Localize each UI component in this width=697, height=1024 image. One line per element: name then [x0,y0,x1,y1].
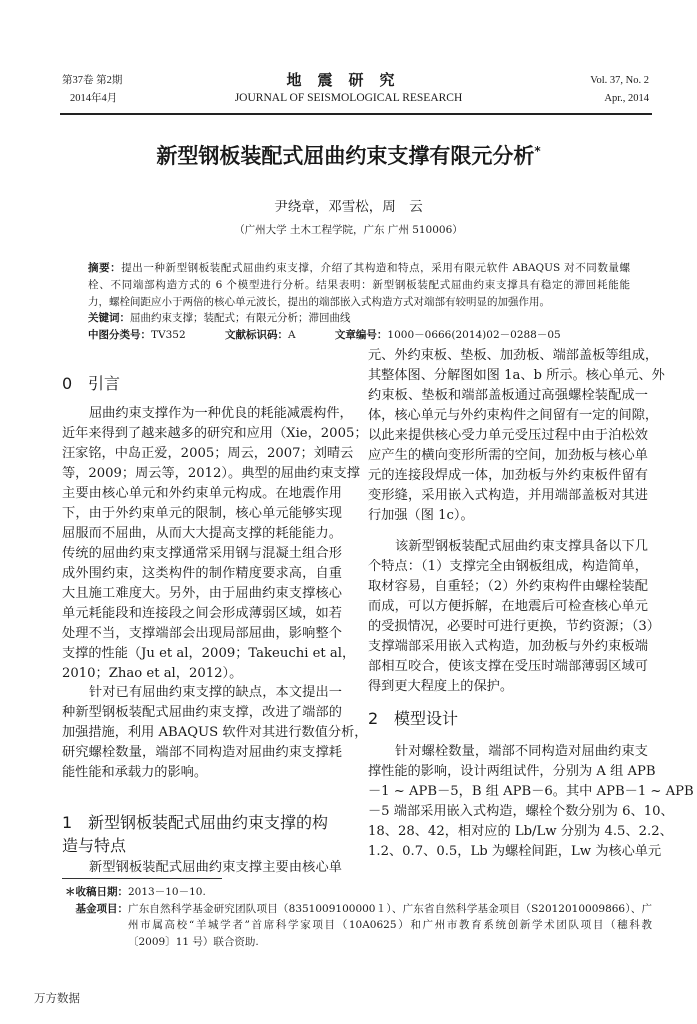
paragraph [62,683,368,783]
authors: 尹绕章，邓雪松，周 云 [274,199,423,215]
text-line: 个特点：（1）支撑完全由钢板组成，构造简单， [368,559,648,574]
paragraph [368,537,660,697]
text-line: 以此来提供核心受力单元受压过程中由于泊松效 [368,428,648,443]
text-line: 元、外约束板、垫板、加劲板、端部盖板等组成， [368,348,659,363]
section-title: 模型设计 [394,709,459,728]
text-line: 支撑端部采用嵌入式构造，加劲板与外约束板端 [368,639,648,654]
text-line: 针对螺栓数量，端部不同构造对屈曲约束支 [395,744,648,759]
article-no-label: 文章编号： [334,329,388,342]
received-date: 2013－10－10. [128,886,206,898]
paper-title [0,140,697,170]
text-line: 2010；Zhao et al，2012）。 [62,666,243,681]
text-line: 新型钢板装配式屈曲约束支撑主要由核心单 [89,860,342,875]
text-line: 体，核心单元与外约束构件之间留有一定的间隙， [368,408,659,423]
section-number: 1 [62,813,73,832]
text-line: 1.2、0.7、0.5，Lb 为螺栓间距，Lw 为核心单元 [368,844,662,859]
classification [88,327,630,344]
text-line: 行加强（图 1c）。 [368,508,474,523]
paragraph [62,404,368,684]
footnote [62,884,652,950]
fund-line: 〔2009〕11 号）联合资助. [128,935,259,948]
fund-line: 州市属高校“羊城学者”首席科学家项目（10A0625）和广州市教育系统创新学术团队项目（穗科教 [128,919,652,931]
doc-code-value: A [287,329,296,342]
text-line: 汪家铭，中岛正爱，2005；周云，2007；刘晴云 [62,446,354,461]
text-line: 的受损情况，必要时可进行更换，节约资源；（3） [368,619,660,634]
text-line: 针对已有屈曲约束支撑的缺点，本文提出一 [89,685,342,700]
text-line: 传统的屈曲约束支撑通常采用钢与混凝土组合形 [62,546,342,561]
title-text: 新型钢板装配式屈曲约束支撑有限元分析 [156,144,535,168]
keywords-label: 关键词： [88,312,130,325]
text-line: 下，由于外约束单元的限制，核心单元能够实现 [62,506,342,521]
text-line: 支撑的性能（Ju et al，2009；Takeuchi et al， [62,646,356,661]
text-line: 而成，可以方便拆解，在地震后可检查核心单元 [368,599,648,614]
paragraph [368,346,665,526]
section-heading-0 [62,372,120,395]
doc-code-label: 文献标识码： [224,329,288,342]
section-heading-2 [368,707,458,730]
text-line: 元的连接段焊成一体，加劲板与外约束板件留有 [368,468,648,483]
abstract-line: 栓、不同端部构造方式的 6 个模型进行分析。结果表明：新型钢板装配式屈曲约束支撑具有稳定的滞回耗能能 [88,278,630,291]
header-rule [60,113,652,115]
text-line: 取材容易，自重轻；（2）外约束构件由螺栓装配 [368,579,648,594]
text-line: 屈曲约束支撑作为一种优良的耗能减震构件， [89,406,353,421]
keywords [88,310,630,327]
text-line: 撑性能的影响，设计两组试件，分别为 A 组 APB [368,764,656,779]
section-title-cont: 造与特点 [62,836,127,855]
text-line: －5 端部采用嵌入式构造，螺栓个数分别为 6、10、 [368,804,674,819]
fund-label: 基金项目： [75,902,128,915]
volume-cn: 第37卷 第2期 [62,75,123,86]
text-line: 约束板、垫板和端部盖板通过高强螺栓装配成一 [368,388,648,403]
date-cn: 2014年4月 [70,93,118,104]
text-line: 等，2009；周云等，2012）。典型的屈曲约束支撑 [62,466,360,481]
text-line: 屈服而不屈曲，从而大大提高支撑的耗能能力。 [62,526,342,541]
article-no-value: 1000－0666(2014)02－0288－05 [387,329,561,342]
text-line: 能性能和承载力的影响。 [62,765,208,780]
section-number: 0 [62,374,73,393]
text-line: 处理不当，支撑端部会出现局部屈曲，影响整个 [62,626,342,641]
text-line: 种新型钢板装配式屈曲约束支撑，改进了端部的 [62,705,342,720]
text-line: －1 ~ APB－5，B 组 APB－6。其中 APB－1 ~ APB [368,784,694,799]
text-line: 该新型钢板装配式屈曲约束支撑具备以下几 [395,539,648,554]
abstract-line [88,260,630,277]
abstract-text: 提出一种新型钢板装配式屈曲约束支撑，介绍了其构造和特点，采用有限元软件 ABAQUS 对不同数量螺 [121,262,630,274]
section-title: 新型钢板装配式屈曲约束支撑的构 [88,813,329,832]
abstract [88,260,630,344]
keywords-text: 屈曲约束支撑；装配式；有限元分析；滞回曲线 [130,312,351,325]
section-number: 2 [368,709,379,728]
text-line: 18、28、42，相对应的 Lb/Lw 分别为 4.5、2.2、 [368,824,673,839]
text-line: 部相互咬合，使该支撑在受压时端部薄弱区域可 [368,659,648,674]
text-line: 得到更大程度上的保护。 [368,679,514,694]
abstract-line: 力，螺栓间距应小于两倍的核心单元波长，提出的端部嵌入式构造方式对端部有较明显的加强作用。 [88,295,550,308]
clc-value: TV352 [151,329,186,342]
text-line: 变形缝，采用嵌入式构造，并用端部盖板对其进 [368,488,648,503]
watermark-footer: 万方数据 [34,991,80,1005]
text-line: 近年来得到了越来越多的研究和应用（Xie，2005； [62,426,368,441]
text-line: 大且施工难度大。另外，由于屈曲约束支撑核心 [62,586,342,601]
affiliation: （广州大学 土木工程学院，广东 广州 510006） [234,224,463,236]
text-line: 应产生的横向变形所需的空间，加劲板与核心单 [368,448,648,463]
journal-name-cn: 地震研究 [286,71,411,89]
text-line: 研究螺栓数量，端部不同构造对屈曲约束支撑耗 [62,745,342,760]
volume-en: Vol. 37, No. 2 [590,75,649,86]
journal-name-en: JOURNAL OF SEISMOLOGICAL RESEARCH [234,92,463,104]
paragraph [368,742,694,862]
clc-label: 中图分类号： [88,329,151,342]
footnote-rule [62,878,222,879]
section-title: 引言 [88,374,121,393]
fund-line: 广东自然科学基金研究团队项目（8351009100000１）、广东省自然科学基金项目（S2012010009866）、广 [128,902,652,915]
paragraph [62,858,342,878]
text-line: 主要由核心单元和外约束单元构成。在地震作用 [62,486,342,501]
section-heading-1 [62,811,347,857]
abstract-label: 摘要： [88,262,122,274]
received-label: ＊收稿日期： [65,886,128,898]
text-line: 加强措施，利用 ABAQUS 软件对其进行数值分析， [62,725,368,740]
date-en: Apr., 2014 [604,93,649,104]
text-line: 单元耗能段和连接段之间会形成薄弱区域，如若 [62,606,342,621]
text-line: 成外围约束，这类构件的制作精度要求高，自重 [62,566,342,581]
text-line: 其整体图、分解图如图 1a、b 所示。核心单元、外 [368,368,665,383]
issue-info-en [590,72,649,108]
title-footnote-mark: * [534,144,541,158]
